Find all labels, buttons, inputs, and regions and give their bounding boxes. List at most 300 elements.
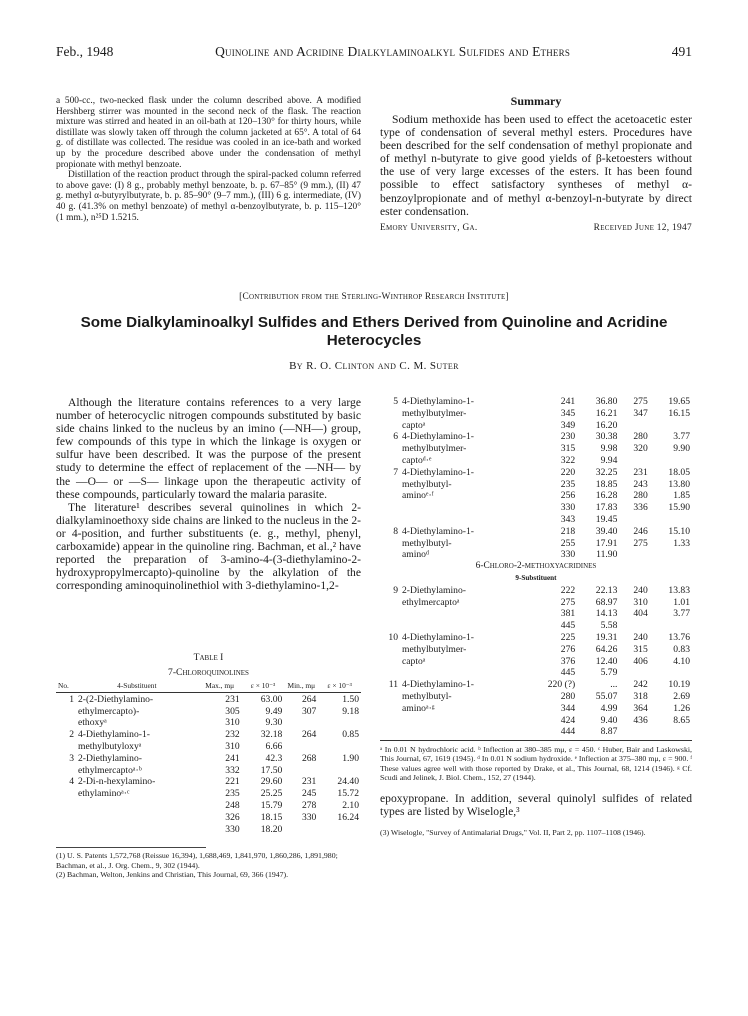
- cell-max: 349: [560, 419, 576, 431]
- cell-max: 276: [560, 643, 576, 655]
- header-max: Max., mμ: [205, 681, 235, 690]
- cell-max: 280: [560, 690, 576, 702]
- cell-eps1: 18.85: [595, 478, 618, 490]
- cell-max: 241: [225, 752, 240, 764]
- table-row: [380, 526, 692, 538]
- article-title: Some Dialkylaminoalkyl Sulfides and Ethers Derived from Quinoline and Acridine Heterocycles: [80, 314, 668, 349]
- cell-max: 235: [225, 788, 240, 800]
- table-row: [380, 408, 692, 420]
- table-row: [380, 632, 692, 644]
- cell-max: 424: [560, 714, 576, 726]
- cell-no: [380, 549, 400, 561]
- table-1-left-body: [56, 694, 361, 836]
- table-row: [380, 455, 692, 467]
- table-row: [380, 514, 692, 526]
- cell-eps1: 36.80: [595, 396, 618, 407]
- cell-eps2: [650, 455, 692, 467]
- cell-min: 264: [301, 729, 317, 741]
- cell-eps2: [650, 549, 692, 561]
- cell-min: 245: [301, 788, 317, 800]
- cell-no: 6: [393, 431, 398, 443]
- affiliation: Emory University, Ga.: [380, 222, 478, 233]
- cell-no: 10: [388, 631, 398, 643]
- cell-min: 240: [633, 631, 648, 643]
- cell-eps1: 8.87: [600, 726, 618, 738]
- cell-substituent: ethoxyᵃ: [78, 717, 107, 729]
- cell-eps1: 6.66: [265, 740, 283, 752]
- cell-eps2: 15.72: [337, 788, 359, 800]
- cell-max: 275: [560, 596, 576, 608]
- table-subcaption: 7-Chloroquinolines: [168, 667, 249, 678]
- cell-substituent: captoᵃ: [402, 655, 426, 667]
- table-row: [380, 431, 692, 443]
- cell-eps2: 0.83: [673, 643, 690, 655]
- header-eps2: ε × 10⁻³: [327, 681, 352, 690]
- cell-eps1: 64.26: [595, 643, 618, 655]
- cell-eps2: 1.26: [673, 702, 690, 714]
- cell-no: [380, 667, 400, 679]
- cell-substituent: 4-Diethylamino-1-: [402, 396, 474, 407]
- cell-no: [380, 502, 400, 514]
- cell-eps2: 1.50: [342, 693, 359, 705]
- cell-no: [56, 706, 76, 718]
- cell-substituent: ethylmercapto)-: [78, 705, 140, 717]
- cell-eps2: 13.83: [668, 584, 690, 596]
- table-row: [380, 667, 692, 679]
- cell-max: 305: [225, 705, 240, 717]
- cell-max: 222: [560, 584, 576, 596]
- cell-substituent: [400, 608, 525, 620]
- cell-min: 246: [633, 525, 648, 537]
- running-header: [56, 44, 692, 60]
- table-row: [56, 788, 361, 800]
- cell-no: [56, 800, 76, 812]
- cell-no: [380, 726, 400, 738]
- cell-eps2: [318, 824, 361, 836]
- continuation-text: epoxypropane. In addition, several quinolyl sulfides of related types are listed by Wiselogle,³: [380, 791, 692, 819]
- cell-no: [380, 597, 400, 609]
- table-1-right-grid: [380, 396, 692, 738]
- table-row: [380, 656, 692, 668]
- cell-max: 332: [225, 764, 240, 776]
- cell-max: 220 (?): [547, 679, 576, 691]
- cell-min: [619, 620, 649, 632]
- cell-min: 320: [633, 443, 648, 455]
- cell-eps1: 19.31: [595, 631, 618, 643]
- cell-no: 5: [393, 396, 398, 407]
- cell-min: 336: [633, 502, 648, 514]
- cell-eps1: 42.3: [265, 752, 283, 764]
- cell-eps1: 18.20: [260, 823, 283, 835]
- cell-substituent: 4-Diethylamino-1-: [402, 525, 474, 537]
- intro-text: [56, 396, 361, 592]
- cell-eps2: [318, 765, 361, 777]
- table-footnotes: ᵃ In 0.01 N hydrochloric acid. ᵇ Inflection at 380–385 mμ, ε = 450. ᶜ Huber, Bair and Laskowski, This Journal, 67, 1619 (1945). ᵈ In 0.01 N sodium hydroxide. ᵉ Inflection at 375–380 mμ, ε = 900. ᶠ These values agree well with those reported by Drake, et al., This Journal, 68, 1214 (1946). ᵍ Cf. Scudi and Jelinek, J. Biol. Chem., 152, 27 (1944).: [380, 745, 692, 782]
- cell-substituent: methylbutylmer-: [402, 443, 467, 455]
- cell-eps2: 1.33: [673, 537, 690, 549]
- cell-substituent: 2-Di-n-hexylamino-: [78, 776, 156, 788]
- cell-eps2: 13.80: [668, 478, 690, 490]
- cell-min: 278: [301, 799, 317, 811]
- cell-substituent: ethylmercaptoᵃ: [402, 596, 460, 608]
- cell-max: 231: [225, 693, 240, 705]
- cell-eps2: 15.90: [668, 502, 690, 514]
- cell-substituent: [76, 800, 198, 812]
- table-row: [56, 753, 361, 765]
- table-row: [380, 620, 692, 632]
- cell-eps1: 9.94: [600, 454, 618, 466]
- cell-eps1: 18.15: [260, 811, 283, 823]
- cell-max: 256: [560, 490, 576, 502]
- intro-paragraph: The literature¹ describes several quinolines in which 2-dialkylaminoethoxy side chains are linked to the nucleus in the 2- or 4-position, and further substituents (e. g., methyl, phenyl, carboxamide) appear in the quinoline ring. Bachman, et al.,² have reported the preparation of 3-amino-4-(3-diethylamino-2-hydroxypropylmercapto)-quinoline by the alkylation of the corresponding aminoquinolinethiol with 3-diethylamino-1,2-: [56, 500, 361, 593]
- cell-no: [56, 824, 76, 836]
- table-row: [380, 443, 692, 455]
- cell-eps2: [650, 726, 692, 738]
- cell-eps2: 1.85: [673, 490, 690, 502]
- cell-no: [380, 644, 400, 656]
- cell-no: [56, 765, 76, 777]
- cell-min: 347: [633, 407, 648, 419]
- table-row: [380, 715, 692, 727]
- cell-eps1: 11.90: [596, 549, 618, 561]
- cell-substituent: captoᵈ·ᵉ: [402, 454, 432, 466]
- cell-max: 225: [560, 631, 576, 643]
- cell-no: [380, 715, 400, 727]
- table-row: [56, 765, 361, 777]
- summary-text: Sodium methoxide has been used to effect the acetoacetic ester type of condensation of several methyl esters. Procedures have been described for the self condensation of methyl propionate and of methyl n-butyrate to give good yields of β-ketoesters without the use of very large excesses of the esters. It has been found possible to effect satisfactory syntheses of methyl α-benzoylpropionate and of methyl α-benzoyl-n-butyrate by direct ester condensation.: [380, 113, 692, 218]
- cell-eps1: 9.40: [600, 714, 618, 726]
- cell-eps2: 13.76: [668, 631, 690, 643]
- page-footnotes-right: [380, 828, 692, 837]
- cell-min: 275: [633, 396, 648, 407]
- cell-no: 4: [69, 776, 74, 788]
- cell-max: 241: [560, 396, 576, 407]
- summary-section: [380, 94, 692, 233]
- cell-min: 275: [633, 537, 648, 549]
- cell-eps2: 10.19: [668, 679, 690, 691]
- cell-substituent: [76, 812, 198, 824]
- cell-substituent: [400, 715, 525, 727]
- cell-eps1: 32.18: [260, 729, 283, 741]
- cell-min: 264: [301, 693, 317, 705]
- cell-max: 381: [560, 608, 576, 620]
- cell-min: [619, 514, 649, 526]
- cell-no: 3: [69, 752, 74, 764]
- summary-affiliation-line: [380, 223, 692, 233]
- cell-eps2: 24.40: [337, 776, 359, 788]
- cell-max: 221: [225, 776, 240, 788]
- cell-min: 404: [633, 608, 648, 620]
- cell-no: 2: [69, 729, 74, 741]
- table-row: [380, 467, 692, 479]
- cell-max: 445: [560, 667, 576, 679]
- table-1-right-body-b: [380, 585, 692, 738]
- cell-max: 322: [560, 454, 576, 466]
- table-row: [380, 420, 692, 432]
- cell-substituent: 4-Diethylamino-1-: [402, 679, 474, 691]
- experimental-paragraph: Distillation of the reaction product through the spiral-packed column referred to above gave: (I) 8 g., probably methyl benzoate, b. p. 67–85° (9 mm.), (II) 47 g. methyl α-butyrylbutyrate, b. p. 85–90° (9–7 mm.), (III) 6 g. intermediate, (IV) 40 g. (41.3% on methyl benzoate) of methyl α-benzoylbutyrate, b. p. 115–120° (1 mm.), n²⁵D 1.5215.: [56, 170, 361, 223]
- cell-eps2: 2.10: [342, 799, 359, 811]
- cell-no: [380, 620, 400, 632]
- table-1-left: [56, 652, 361, 879]
- cell-eps1: 32.25: [595, 466, 618, 478]
- cell-no: [380, 656, 400, 668]
- cell-substituent: ethylaminoᵃ·ᶜ: [78, 788, 130, 800]
- cell-eps2: 8.65: [673, 714, 690, 726]
- header-eps1: ε × 10⁻³: [250, 681, 276, 690]
- table-row: [380, 479, 692, 491]
- cell-no: 8: [393, 525, 398, 537]
- table-row: [56, 694, 361, 706]
- cell-substituent: methylbutyloxyᵃ: [78, 740, 142, 752]
- cell-eps2: 4.10: [673, 655, 690, 667]
- cell-eps2: 18.05: [668, 466, 690, 478]
- footnote-3: (3) Wiselogle, "Survey of Antimalarial Drugs," Vol. II, Part 2, pp. 1107–1108 (1946).: [380, 828, 646, 838]
- cell-eps1: 15.79: [260, 799, 283, 811]
- cell-eps2: 15.10: [668, 525, 690, 537]
- cell-max: 444: [560, 726, 576, 738]
- cell-min: 240: [633, 584, 648, 596]
- table-bottom-rule: [380, 740, 692, 741]
- cell-min: [619, 667, 649, 679]
- cell-min: 231: [301, 776, 317, 788]
- cell-min: 406: [633, 655, 648, 667]
- cell-eps2: [318, 717, 361, 729]
- cell-eps2: [650, 667, 692, 679]
- cell-eps1: 17.50: [260, 764, 283, 776]
- table-row: [56, 776, 361, 788]
- experimental-continuation: [56, 96, 361, 223]
- cell-min: 318: [633, 690, 648, 702]
- cell-min: 315: [633, 643, 648, 655]
- cell-eps2: 2.69: [673, 690, 690, 702]
- table-row: [56, 800, 361, 812]
- cell-substituent: [400, 502, 525, 514]
- cell-max: 310: [225, 717, 240, 729]
- cell-eps2: 0.85: [342, 729, 359, 741]
- table-section-acridines: 6-Chloro-2-methoxyacridines: [475, 561, 597, 572]
- cell-min: 310: [633, 596, 648, 608]
- table-row: [56, 717, 361, 729]
- intro-paragraph: Although the literature contains references to a very large number of heterocyclic nitrogen compounds substituted by basic side chains linked to the nucleus by an imino (—NH—) group, few compounds of this type in which the linkage is oxygen or sulfur have been described. It was the purpose of the present study to determine the effect of replacement of the —NH— by the —O— or —S— linkage upon the therapeutic activity of these compounds, particularly toward the malaria parasite.: [56, 396, 361, 501]
- table-section-subheader: 9-Substituent: [515, 573, 557, 582]
- cell-no: [380, 420, 400, 432]
- cell-eps2: 3.77: [673, 608, 690, 620]
- cell-min: 268: [301, 752, 317, 764]
- cell-max: 326: [225, 811, 240, 823]
- cell-substituent: aminoᵉ·ᶠ: [402, 490, 434, 502]
- cell-eps2: 9.18: [342, 705, 359, 717]
- cell-min: 231: [633, 466, 648, 478]
- footnote-2: (2) Bachman, Welton, Jenkins and Christian, This Journal, 69, 366 (1947).: [56, 869, 289, 879]
- cell-eps1: 17.83: [595, 502, 618, 514]
- cell-no: 7: [393, 466, 398, 478]
- table-row: [56, 706, 361, 718]
- cell-eps1: 16.21: [595, 407, 618, 419]
- cell-no: 1: [69, 693, 74, 705]
- cell-eps1: 22.13: [595, 584, 618, 596]
- header-substituent: 4-Substituent: [117, 681, 157, 690]
- cell-no: [380, 408, 400, 420]
- cell-substituent: 4-Diethylamino-1-: [78, 729, 150, 741]
- cell-min: 280: [633, 490, 648, 502]
- cell-no: [380, 490, 400, 502]
- cell-min: [284, 717, 318, 729]
- cell-max: 330: [560, 502, 576, 514]
- cell-eps1: 9.49: [265, 705, 283, 717]
- cell-eps1: 25.25: [260, 788, 283, 800]
- cell-max: 220: [560, 466, 576, 478]
- cell-substituent: methylbutylmer-: [402, 407, 467, 419]
- cell-no: [380, 455, 400, 467]
- cell-max: 344: [560, 702, 576, 714]
- table-row: [380, 549, 692, 561]
- cell-eps2: 16.15: [668, 407, 690, 419]
- cell-eps2: [650, 514, 692, 526]
- cell-eps1: 39.40: [595, 525, 618, 537]
- cell-substituent: aminoᵈ: [402, 549, 429, 561]
- cell-min: [284, 741, 318, 753]
- cell-max: 310: [225, 740, 240, 752]
- cell-eps1: 30.38: [595, 431, 618, 443]
- header-min: Min., mμ: [287, 681, 316, 690]
- cell-min: 330: [301, 811, 317, 823]
- cell-substituent: 2-Diethylamino-: [402, 584, 466, 596]
- cell-eps1: 16.28: [595, 490, 618, 502]
- cell-no: [380, 443, 400, 455]
- table-row: [380, 679, 692, 691]
- cell-eps1: 19.45: [595, 513, 618, 525]
- table-row: [380, 691, 692, 703]
- cell-min: [284, 824, 318, 836]
- cell-eps1: 63.00: [260, 693, 283, 705]
- table-row: [380, 585, 692, 597]
- cell-substituent: [400, 514, 525, 526]
- cell-no: 11: [388, 679, 398, 691]
- table-1-left-grid: [56, 680, 361, 835]
- cell-max: 230: [560, 431, 576, 443]
- cell-eps2: [650, 420, 692, 432]
- cell-eps1: 12.40: [595, 655, 618, 667]
- cell-eps2: 9.90: [673, 443, 690, 455]
- cell-max: 315: [560, 443, 576, 455]
- cell-min: [619, 549, 649, 561]
- header-date: Feb., 1948: [56, 44, 114, 59]
- table-row: [380, 608, 692, 620]
- table-1-right-body-a: [380, 396, 692, 561]
- cell-no: [380, 608, 400, 620]
- cell-no: [56, 812, 76, 824]
- header-title: Quinoline and Acridine Dialkylaminoalkyl Sulfides and Ethers: [215, 44, 571, 59]
- cell-substituent: [400, 620, 525, 632]
- cell-no: [56, 741, 76, 753]
- cell-no: [56, 717, 76, 729]
- cell-max: 255: [560, 537, 576, 549]
- cell-substituent: 4-Diethylamino-1-: [402, 466, 474, 478]
- footnote-rule: [56, 847, 206, 848]
- cell-no: 9: [393, 584, 398, 596]
- authors: By R. O. Clinton and C. M. Suter: [289, 360, 459, 372]
- table-row: [380, 644, 692, 656]
- cell-no: [380, 703, 400, 715]
- table-1-right: [380, 396, 692, 837]
- cell-min: 436: [633, 714, 648, 726]
- cell-substituent: methylbutyl-: [402, 690, 452, 702]
- cell-eps1: 68.97: [595, 596, 618, 608]
- cell-min: 243: [633, 478, 648, 490]
- cell-eps2: 1.01: [673, 596, 690, 608]
- table-row: [380, 726, 692, 738]
- table-row: [56, 812, 361, 824]
- cell-eps2: 1.90: [342, 752, 359, 764]
- cell-substituent: 2-Diethylamino-: [78, 752, 142, 764]
- cell-eps1: 9.98: [600, 443, 618, 455]
- cell-substituent: 4-Diethylamino-1-: [402, 631, 474, 643]
- cell-substituent: [400, 667, 525, 679]
- cell-max: 232: [225, 729, 240, 741]
- cell-eps1: 55.07: [595, 690, 618, 702]
- cell-substituent: methylbutyl-: [402, 537, 452, 549]
- cell-min: [619, 455, 649, 467]
- cell-eps1: 5.58: [600, 620, 618, 632]
- cell-min: 280: [633, 431, 648, 443]
- table-row: [380, 502, 692, 514]
- cell-eps2: [650, 620, 692, 632]
- contribution-line: [Contribution from the Sterling-Winthrop Research Institute]: [239, 292, 509, 302]
- cell-substituent: [400, 726, 525, 738]
- table-row: [380, 490, 692, 502]
- table-caption: Table I: [193, 652, 224, 663]
- cell-eps2: [318, 741, 361, 753]
- table-row: [56, 741, 361, 753]
- cell-max: 330: [560, 549, 576, 561]
- cell-max: 343: [560, 513, 576, 525]
- cell-min: [284, 765, 318, 777]
- cell-substituent: aminoᵃ·ᵍ: [402, 702, 435, 714]
- cell-substituent: ethylmercaptoᵃ·ᵇ: [78, 764, 142, 776]
- cell-max: 235: [560, 478, 576, 490]
- table-row: [56, 824, 361, 836]
- cell-substituent: methylbutylmer-: [402, 643, 467, 655]
- table-row: [380, 597, 692, 609]
- table-row: [380, 396, 692, 408]
- cell-eps1: 4.99: [600, 702, 618, 714]
- table-row: [56, 729, 361, 741]
- table-row: [380, 538, 692, 550]
- cell-eps1: 16.20: [595, 419, 618, 431]
- page-footnotes-left: [56, 851, 361, 879]
- cell-eps1: 29.60: [260, 776, 283, 788]
- cell-substituent: captoᵃ: [402, 419, 426, 431]
- cell-eps1: ...: [610, 679, 618, 691]
- cell-no: [380, 479, 400, 491]
- cell-eps1: 5.79: [600, 667, 618, 679]
- cell-substituent: [76, 824, 198, 836]
- cell-min: [619, 420, 649, 432]
- cell-max: 218: [560, 525, 576, 537]
- cell-max: 376: [560, 655, 576, 667]
- cell-substituent: 4-Diethylamino-1-: [402, 431, 474, 443]
- cell-max: 445: [560, 620, 576, 632]
- cell-min: [619, 726, 649, 738]
- cell-eps2: 3.77: [673, 431, 690, 443]
- header-no: No.: [58, 681, 69, 690]
- cell-min: 242: [633, 679, 648, 691]
- cell-no: [56, 788, 76, 800]
- cell-min: 364: [633, 702, 648, 714]
- cell-eps1: 9.30: [265, 717, 283, 729]
- experimental-paragraph: a 500-cc., two-necked flask under the column described above. A modified Hershberg stirrer was mounted in the second neck of the flask. The reaction mixture was stirred and heated in an oil-bath at 120–130° for thirty hours, while distillate was slowly taken off through the column jacketed at 65°. A total of 64 g. of distillate was collected. The residue was cooled in an ice-bath and worked up by the procedure described above under the condensation of methyl propionate with methyl benzoate.: [56, 96, 361, 170]
